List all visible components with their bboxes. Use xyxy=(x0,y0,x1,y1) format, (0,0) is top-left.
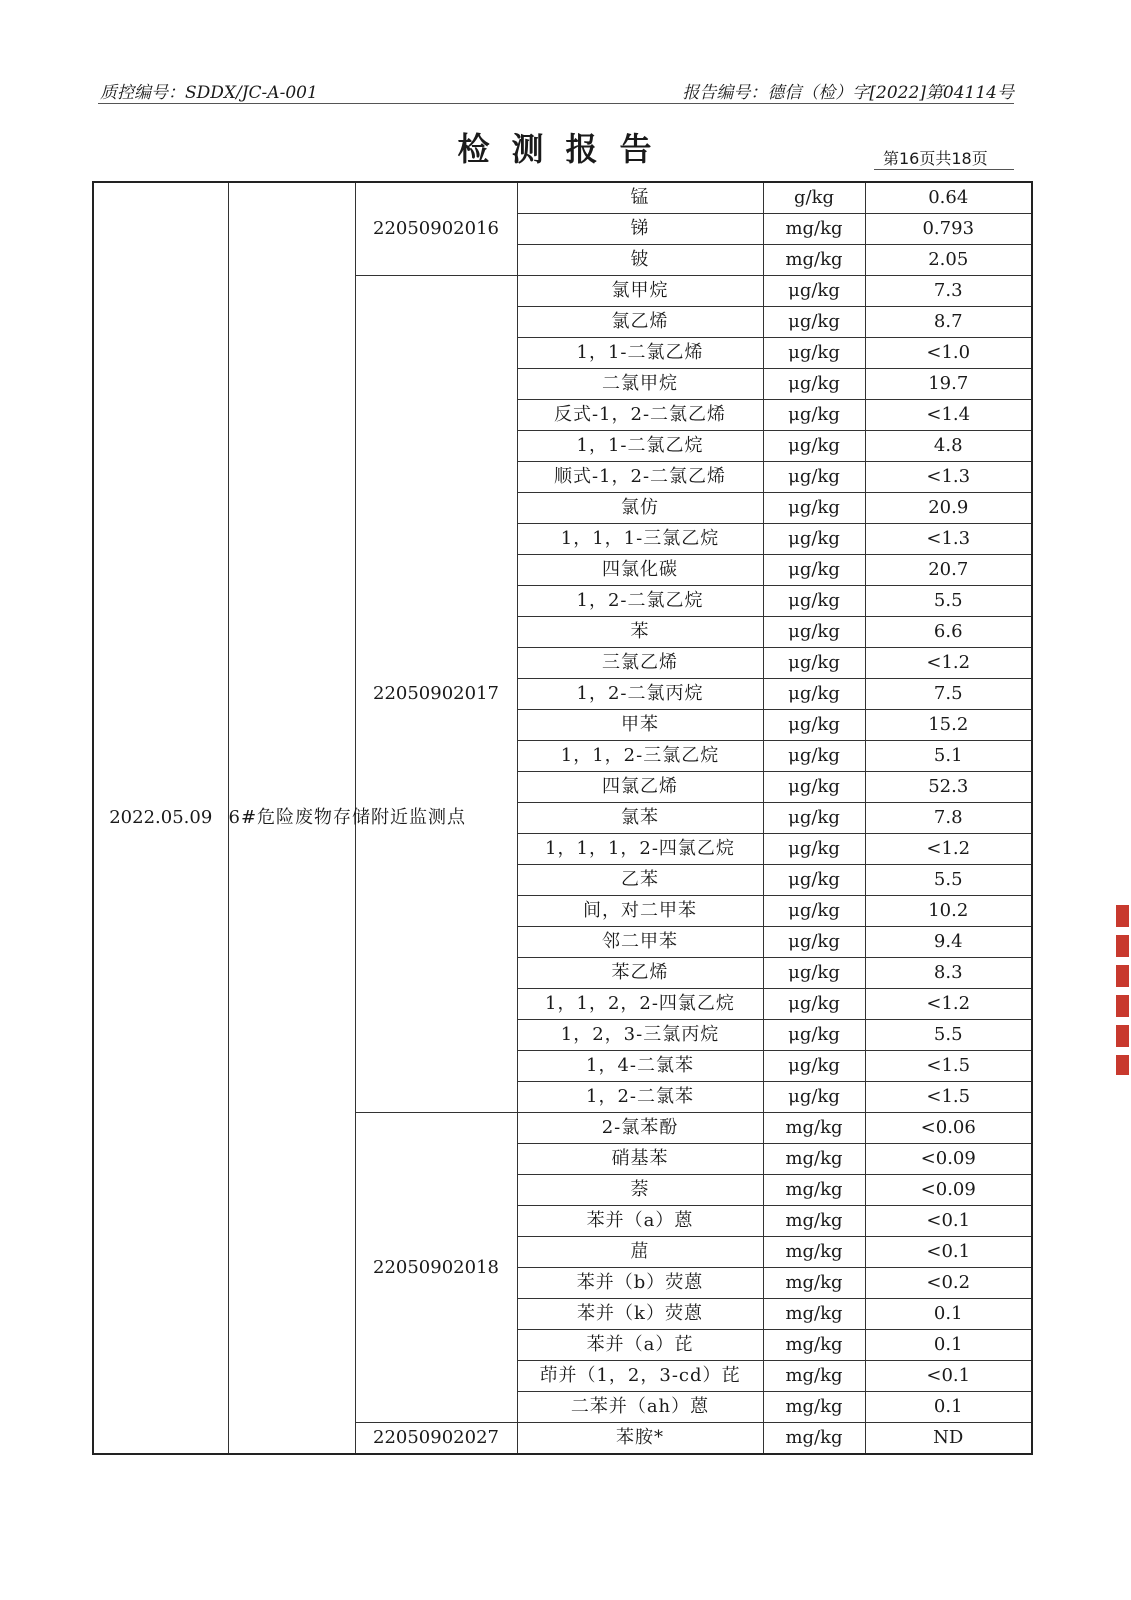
test-item-cell: 1，1，2-三氯乙烷 xyxy=(517,741,763,772)
unit-cell: mg/kg xyxy=(763,1268,865,1299)
result-value-cell: 5.5 xyxy=(865,1020,1032,1051)
unit-cell: μg/kg xyxy=(763,927,865,958)
test-item-cell: 1，2-二氯苯 xyxy=(517,1082,763,1113)
test-item-cell: 苯 xyxy=(517,617,763,648)
result-value-cell: ND xyxy=(865,1423,1032,1455)
unit-cell: μg/kg xyxy=(763,958,865,989)
unit-cell: mg/kg xyxy=(763,1113,865,1144)
test-item-cell: 二氯甲烷 xyxy=(517,369,763,400)
result-value-cell: <0.09 xyxy=(865,1144,1032,1175)
result-value-cell: 5.5 xyxy=(865,586,1032,617)
test-item-cell: 苯乙烯 xyxy=(517,958,763,989)
unit-cell: mg/kg xyxy=(763,1423,865,1455)
unit-cell: mg/kg xyxy=(763,1392,865,1423)
result-value-cell: 10.2 xyxy=(865,896,1032,927)
test-item-cell: 氯乙烯 xyxy=(517,307,763,338)
report-number: 报告编号：德信（检）字[2022]第04114号 xyxy=(682,83,1014,103)
test-item-cell: 四氯乙烯 xyxy=(517,772,763,803)
monitoring-site-cell: 6#危险废物存储附近监测点 xyxy=(228,182,355,1454)
header-divider xyxy=(98,103,1014,104)
results-table xyxy=(92,181,1033,1455)
unit-cell: μg/kg xyxy=(763,400,865,431)
unit-cell: μg/kg xyxy=(763,834,865,865)
result-value-cell: 9.4 xyxy=(865,927,1032,958)
unit-cell: mg/kg xyxy=(763,245,865,276)
test-item-cell: 1，2-二氯乙烷 xyxy=(517,586,763,617)
result-value-cell: <0.2 xyxy=(865,1268,1032,1299)
result-value-cell: <1.5 xyxy=(865,1082,1032,1113)
test-item-cell: 二苯并（ah）蒽 xyxy=(517,1392,763,1423)
unit-cell: μg/kg xyxy=(763,648,865,679)
result-value-cell: 6.6 xyxy=(865,617,1032,648)
unit-cell: μg/kg xyxy=(763,524,865,555)
test-item-cell: 铍 xyxy=(517,245,763,276)
test-item-cell: 1，1-二氯乙烯 xyxy=(517,338,763,369)
result-value-cell: <1.2 xyxy=(865,648,1032,679)
test-item-cell: 苯胺* xyxy=(517,1423,763,1455)
test-item-cell: 苯并（a）蒽 xyxy=(517,1206,763,1237)
test-item-cell: 锑 xyxy=(517,214,763,245)
result-value-cell: 2.05 xyxy=(865,245,1032,276)
test-item-cell: 茚并（1，2，3-cd）芘 xyxy=(517,1361,763,1392)
result-value-cell: <1.5 xyxy=(865,1051,1032,1082)
test-item-cell: 1，1，1-三氯乙烷 xyxy=(517,524,763,555)
seal-stamp-edge xyxy=(1116,905,1129,1075)
test-item-cell: 䓛 xyxy=(517,1237,763,1268)
result-value-cell: 0.64 xyxy=(865,182,1032,214)
result-value-cell: <1.4 xyxy=(865,400,1032,431)
test-item-cell: 氯苯 xyxy=(517,803,763,834)
test-item-cell: 硝基苯 xyxy=(517,1144,763,1175)
result-value-cell: 4.8 xyxy=(865,431,1032,462)
result-value-cell: 20.7 xyxy=(865,555,1032,586)
page-indicator-divider xyxy=(874,169,1014,170)
result-value-cell: 52.3 xyxy=(865,772,1032,803)
unit-cell: μg/kg xyxy=(763,307,865,338)
test-item-cell: 氯甲烷 xyxy=(517,276,763,307)
unit-cell: μg/kg xyxy=(763,772,865,803)
unit-cell: mg/kg xyxy=(763,214,865,245)
test-item-cell: 反式-1，2-二氯乙烯 xyxy=(517,400,763,431)
unit-cell: μg/kg xyxy=(763,338,865,369)
unit-cell: μg/kg xyxy=(763,1082,865,1113)
result-value-cell: <1.3 xyxy=(865,524,1032,555)
unit-cell: μg/kg xyxy=(763,617,865,648)
unit-cell: μg/kg xyxy=(763,369,865,400)
result-value-cell: <0.1 xyxy=(865,1206,1032,1237)
unit-cell: μg/kg xyxy=(763,586,865,617)
test-item-cell: 1，2-二氯丙烷 xyxy=(517,679,763,710)
result-value-cell: 20.9 xyxy=(865,493,1032,524)
result-value-cell: 8.7 xyxy=(865,307,1032,338)
unit-cell: μg/kg xyxy=(763,803,865,834)
test-item-cell: 甲苯 xyxy=(517,710,763,741)
table-row xyxy=(93,182,1032,214)
qc-number: 质控编号：SDDX/JC-A-001 xyxy=(100,83,318,103)
result-value-cell: 19.7 xyxy=(865,369,1032,400)
results-table-body xyxy=(93,182,1032,1454)
result-value-cell: 0.1 xyxy=(865,1330,1032,1361)
result-value-cell: <0.06 xyxy=(865,1113,1032,1144)
test-item-cell: 1，1，2，2-四氯乙烷 xyxy=(517,989,763,1020)
test-item-cell: 顺式-1，2-二氯乙烯 xyxy=(517,462,763,493)
test-item-cell: 邻二甲苯 xyxy=(517,927,763,958)
result-value-cell: 5.5 xyxy=(865,865,1032,896)
test-item-cell: 氯仿 xyxy=(517,493,763,524)
sample-number-cell: 22050902027 xyxy=(355,1423,517,1455)
result-value-cell: 7.3 xyxy=(865,276,1032,307)
unit-cell: μg/kg xyxy=(763,276,865,307)
test-item-cell: 1，2，3-三氯丙烷 xyxy=(517,1020,763,1051)
result-value-cell: 0.793 xyxy=(865,214,1032,245)
result-value-cell: 0.1 xyxy=(865,1299,1032,1330)
test-item-cell: 四氯化碳 xyxy=(517,555,763,586)
result-value-cell: 5.1 xyxy=(865,741,1032,772)
unit-cell: μg/kg xyxy=(763,1051,865,1082)
test-item-cell: 1，4-二氯苯 xyxy=(517,1051,763,1082)
test-item-cell: 2-氯苯酚 xyxy=(517,1113,763,1144)
result-value-cell: <1.3 xyxy=(865,462,1032,493)
sample-number-cell: 22050902018 xyxy=(355,1113,517,1423)
unit-cell: μg/kg xyxy=(763,679,865,710)
unit-cell: μg/kg xyxy=(763,865,865,896)
result-value-cell: <0.1 xyxy=(865,1237,1032,1268)
result-value-cell: 7.8 xyxy=(865,803,1032,834)
unit-cell: μg/kg xyxy=(763,896,865,927)
unit-cell: mg/kg xyxy=(763,1299,865,1330)
unit-cell: μg/kg xyxy=(763,741,865,772)
unit-cell: μg/kg xyxy=(763,989,865,1020)
unit-cell: μg/kg xyxy=(763,1020,865,1051)
page-title: 检测报告 xyxy=(457,130,674,168)
test-item-cell: 间，对二甲苯 xyxy=(517,896,763,927)
result-value-cell: 15.2 xyxy=(865,710,1032,741)
unit-cell: μg/kg xyxy=(763,431,865,462)
test-item-cell: 1，1，1，2-四氯乙烷 xyxy=(517,834,763,865)
unit-cell: mg/kg xyxy=(763,1361,865,1392)
page-indicator: 第16页共18页 xyxy=(883,149,988,168)
test-item-cell: 乙苯 xyxy=(517,865,763,896)
sample-number-cell: 22050902017 xyxy=(355,276,517,1113)
result-value-cell: 0.1 xyxy=(865,1392,1032,1423)
unit-cell: mg/kg xyxy=(763,1237,865,1268)
result-value-cell: <1.2 xyxy=(865,834,1032,865)
unit-cell: mg/kg xyxy=(763,1206,865,1237)
unit-cell: mg/kg xyxy=(763,1175,865,1206)
unit-cell: μg/kg xyxy=(763,710,865,741)
result-value-cell: <1.2 xyxy=(865,989,1032,1020)
sampling-date-cell: 2022.05.09 xyxy=(93,182,228,1454)
unit-cell: μg/kg xyxy=(763,555,865,586)
test-item-cell: 萘 xyxy=(517,1175,763,1206)
sample-number-cell: 22050902016 xyxy=(355,182,517,276)
result-value-cell: 7.5 xyxy=(865,679,1032,710)
test-item-cell: 苯并（k）荧蒽 xyxy=(517,1299,763,1330)
test-item-cell: 苯并（a）芘 xyxy=(517,1330,763,1361)
unit-cell: g/kg xyxy=(763,182,865,214)
result-value-cell: <1.0 xyxy=(865,338,1032,369)
result-value-cell: <0.1 xyxy=(865,1361,1032,1392)
test-item-cell: 三氯乙烯 xyxy=(517,648,763,679)
result-value-cell: <0.09 xyxy=(865,1175,1032,1206)
unit-cell: mg/kg xyxy=(763,1144,865,1175)
unit-cell: mg/kg xyxy=(763,1330,865,1361)
result-value-cell: 8.3 xyxy=(865,958,1032,989)
test-item-cell: 锰 xyxy=(517,182,763,214)
unit-cell: μg/kg xyxy=(763,493,865,524)
test-item-cell: 苯并（b）荧蒽 xyxy=(517,1268,763,1299)
test-item-cell: 1，1-二氯乙烷 xyxy=(517,431,763,462)
unit-cell: μg/kg xyxy=(763,462,865,493)
